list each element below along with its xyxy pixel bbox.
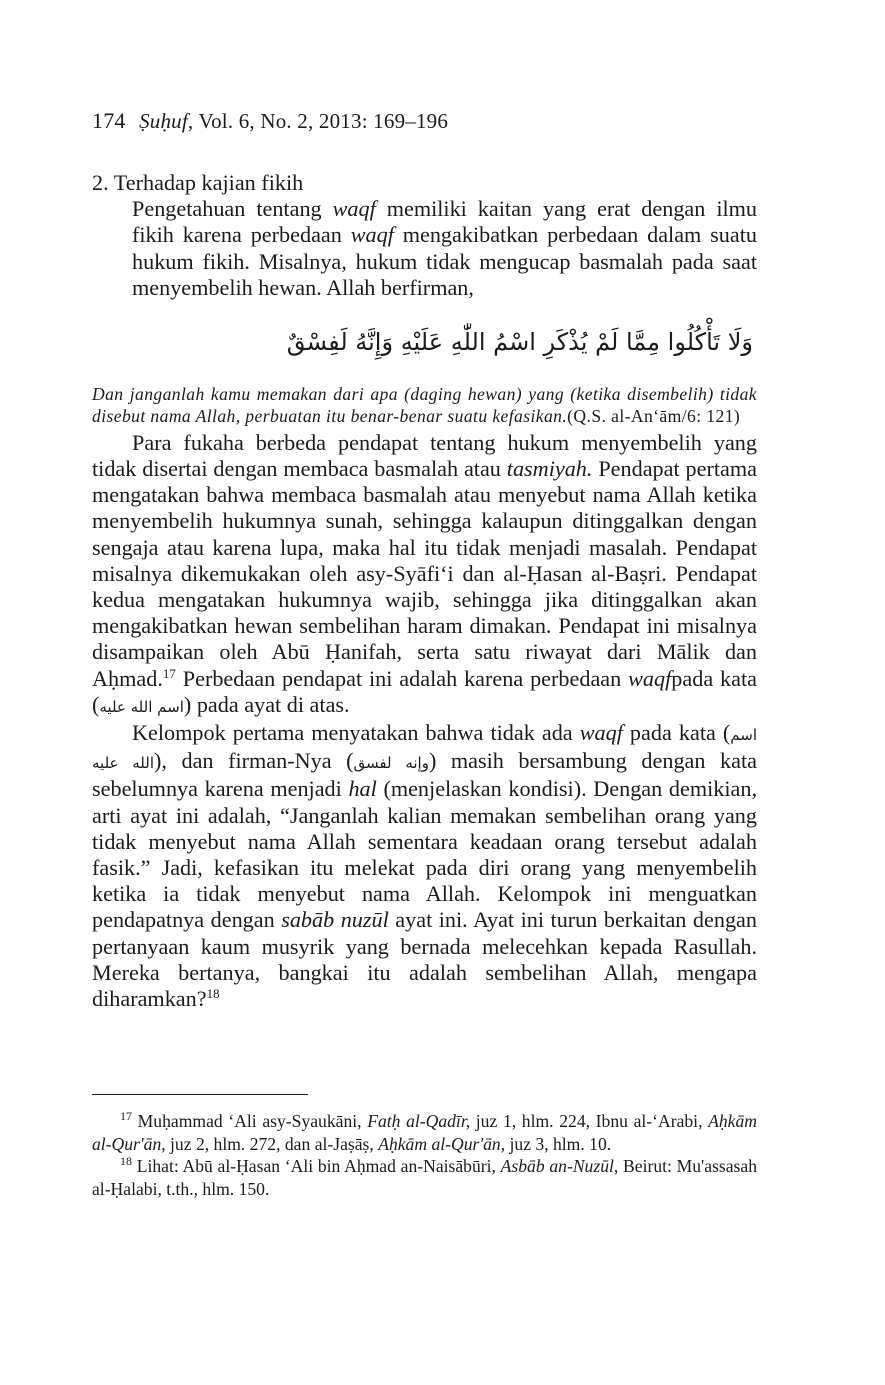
text-run: Kelompok pertama menyatakan bahwa tidak ada — [132, 720, 580, 746]
term-waqf: waqf — [332, 196, 376, 222]
text-run: Para fukaha berbeda pendapat tentang hukum menyembelih yang tidak disertai dengan membaca basmalah atau — [92, 429, 757, 482]
text-run: Pendapat pertama mengatakan bahwa membaca basmalah atau menyebut nama Allah ketika menyembelih hukumnya sunah, sehingga kalaupun ditinggalkan dengan sengaja atau karena lupa, maka hal itu tidak menjadi masalah. Pendapat misalnya dikemukakan oleh asy-Syāfi‘i dan al-Ḥasan al-Baṣri. Pendapat kedua mengatakan hukumnya wajib, sehingga jika ditinggalkan akan mengakibatkan hewan sembelihan haram dimakan. Pendapat ini misalnya disampaikan oleh Abū Ḥanifah, serta satu riwayat dari Mālik dan Aḥmad. — [92, 456, 757, 691]
footnote-number: 17 — [120, 1109, 132, 1123]
text-run: , juz 3, hlm. 10. — [500, 1133, 612, 1154]
body-text — [92, 170, 757, 1012]
footnotes — [92, 1110, 757, 1200]
paragraph-3 — [92, 720, 757, 1012]
section-heading: 2. Terhadap kajian fikih — [92, 170, 304, 195]
footnote-18 — [92, 1155, 757, 1200]
paragraph-2 — [92, 430, 757, 720]
book-title: Aḥkām al-Qur'ān — [378, 1133, 501, 1154]
arabic-phrase: اسم الله عليه — [92, 726, 757, 773]
translation-text: Dan janganlah kamu memakan dari apa (daging hewan) yang (ketika disembelih) tidak disebut nama Allah, perbuatan itu benar-benar suatu kefasikan. — [92, 384, 757, 427]
text-run: , juz 2, hlm. 272, dan al-Jaṣāṣ, — [161, 1133, 379, 1154]
text-run: ) pada ayat di atas. — [183, 691, 350, 717]
verse-translation — [92, 383, 757, 428]
text-run: Perbedaan pendapat ini adalah karena perbedaan — [175, 665, 629, 691]
running-head — [92, 108, 448, 134]
text-run: mengakibatkan perbedaan dalam suatu hukum fikih. Misalnya, hukum tidak mengucap basmalah pada saat menyembelih hewan. Allah berfirman, — [132, 222, 757, 300]
text-run: pada kata ( — [92, 665, 757, 717]
footnote-ref-18[interactable]: 18 — [206, 986, 220, 1002]
term-waqf: waqf — [628, 665, 672, 691]
arabic-phrase: اسم الله عليه — [99, 697, 184, 716]
text-run: memiliki kaitan yang erat dengan ilmu fikih karena perbedaan — [132, 196, 757, 248]
paragraph-1 — [132, 196, 757, 301]
book-title: Fatḥ al-Qadīr, — [367, 1111, 471, 1131]
text-run: juz 1, hlm. 224, Ibnu al-‘Arabi, — [470, 1111, 709, 1131]
quran-verse-arabic: وَلَا تَأْكُلُوا مِمَّا لَمْ يُذْكَرِ اسْمُ اللّٰهِ عَلَيْهِ وَإِنَّهُ لَفِسْقٌ — [286, 328, 753, 357]
footnote-divider — [92, 1094, 308, 1095]
text-run: ayat ini. Ayat ini turun berkaitan dengan pertanyaan kaum musyrik yang bernada melecehkan kepada Rasullah. Mereka bertanya, bangkai itu adalah sembelihan Allah, mengapa diharamkan? — [92, 907, 757, 1012]
verse-reference: (Q.S. al-An‘ām/6: 121) — [567, 406, 741, 427]
text-run: Pengetahuan tentang — [132, 196, 333, 222]
text-run: pada kata ( — [622, 720, 731, 746]
text-run: (menjelaskan kondisi). Dengan demikian, arti ayat ini adalah, “Janganlah kalian memakan sembelihan orang yang tidak menyebut nama Allah sementara keadaan orang tersebut adalah fasik.” Jadi, kefasikan itu melekat pada diri orang yang menyembelih ketika ia tidak menyebut nama Allah. Kelompok ini menguatkan pendapatnya dengan — [92, 776, 757, 933]
page-number: 174 — [92, 108, 126, 133]
text-run: Lihat: Abū al-Ḥasan ‘Ali bin Aḥmad an-Naisābūri, — [132, 1156, 501, 1177]
text-run: ) masih bersambung dengan kata sebelumnya karena menjadi — [92, 748, 757, 802]
term-hal: hal — [348, 776, 377, 802]
term-waqf: waqf — [350, 222, 394, 248]
footnote-17 — [92, 1110, 757, 1155]
term-sabab-nuzul: sabāb nuzūl — [281, 907, 389, 933]
book-title: Asbāb an-Nuzūl — [500, 1156, 614, 1177]
book-title: Aḥkām al-Qur'ān — [92, 1111, 757, 1154]
term-waqf: waqf — [579, 720, 623, 746]
text-run: Muḥammad ‘Ali asy-Syaukāni, — [132, 1111, 368, 1131]
journal-citation: Vol. 6, No. 2, 2013: 169–196 — [198, 109, 449, 133]
term-tasmiyah: tasmiyah. — [506, 456, 593, 482]
text-run: , Beirut: Mu'assasah al-Ḥalabi, t.th., hlm. 150. — [92, 1156, 757, 1199]
journal-title: Ṣuḥuf, — [139, 109, 194, 133]
footnote-number: 18 — [120, 1154, 132, 1169]
footnote-ref-17[interactable]: 17 — [162, 665, 176, 681]
text-run: ), dan firman-Nya ( — [154, 748, 354, 774]
arabic-phrase: وإنه لفسق — [353, 754, 429, 773]
